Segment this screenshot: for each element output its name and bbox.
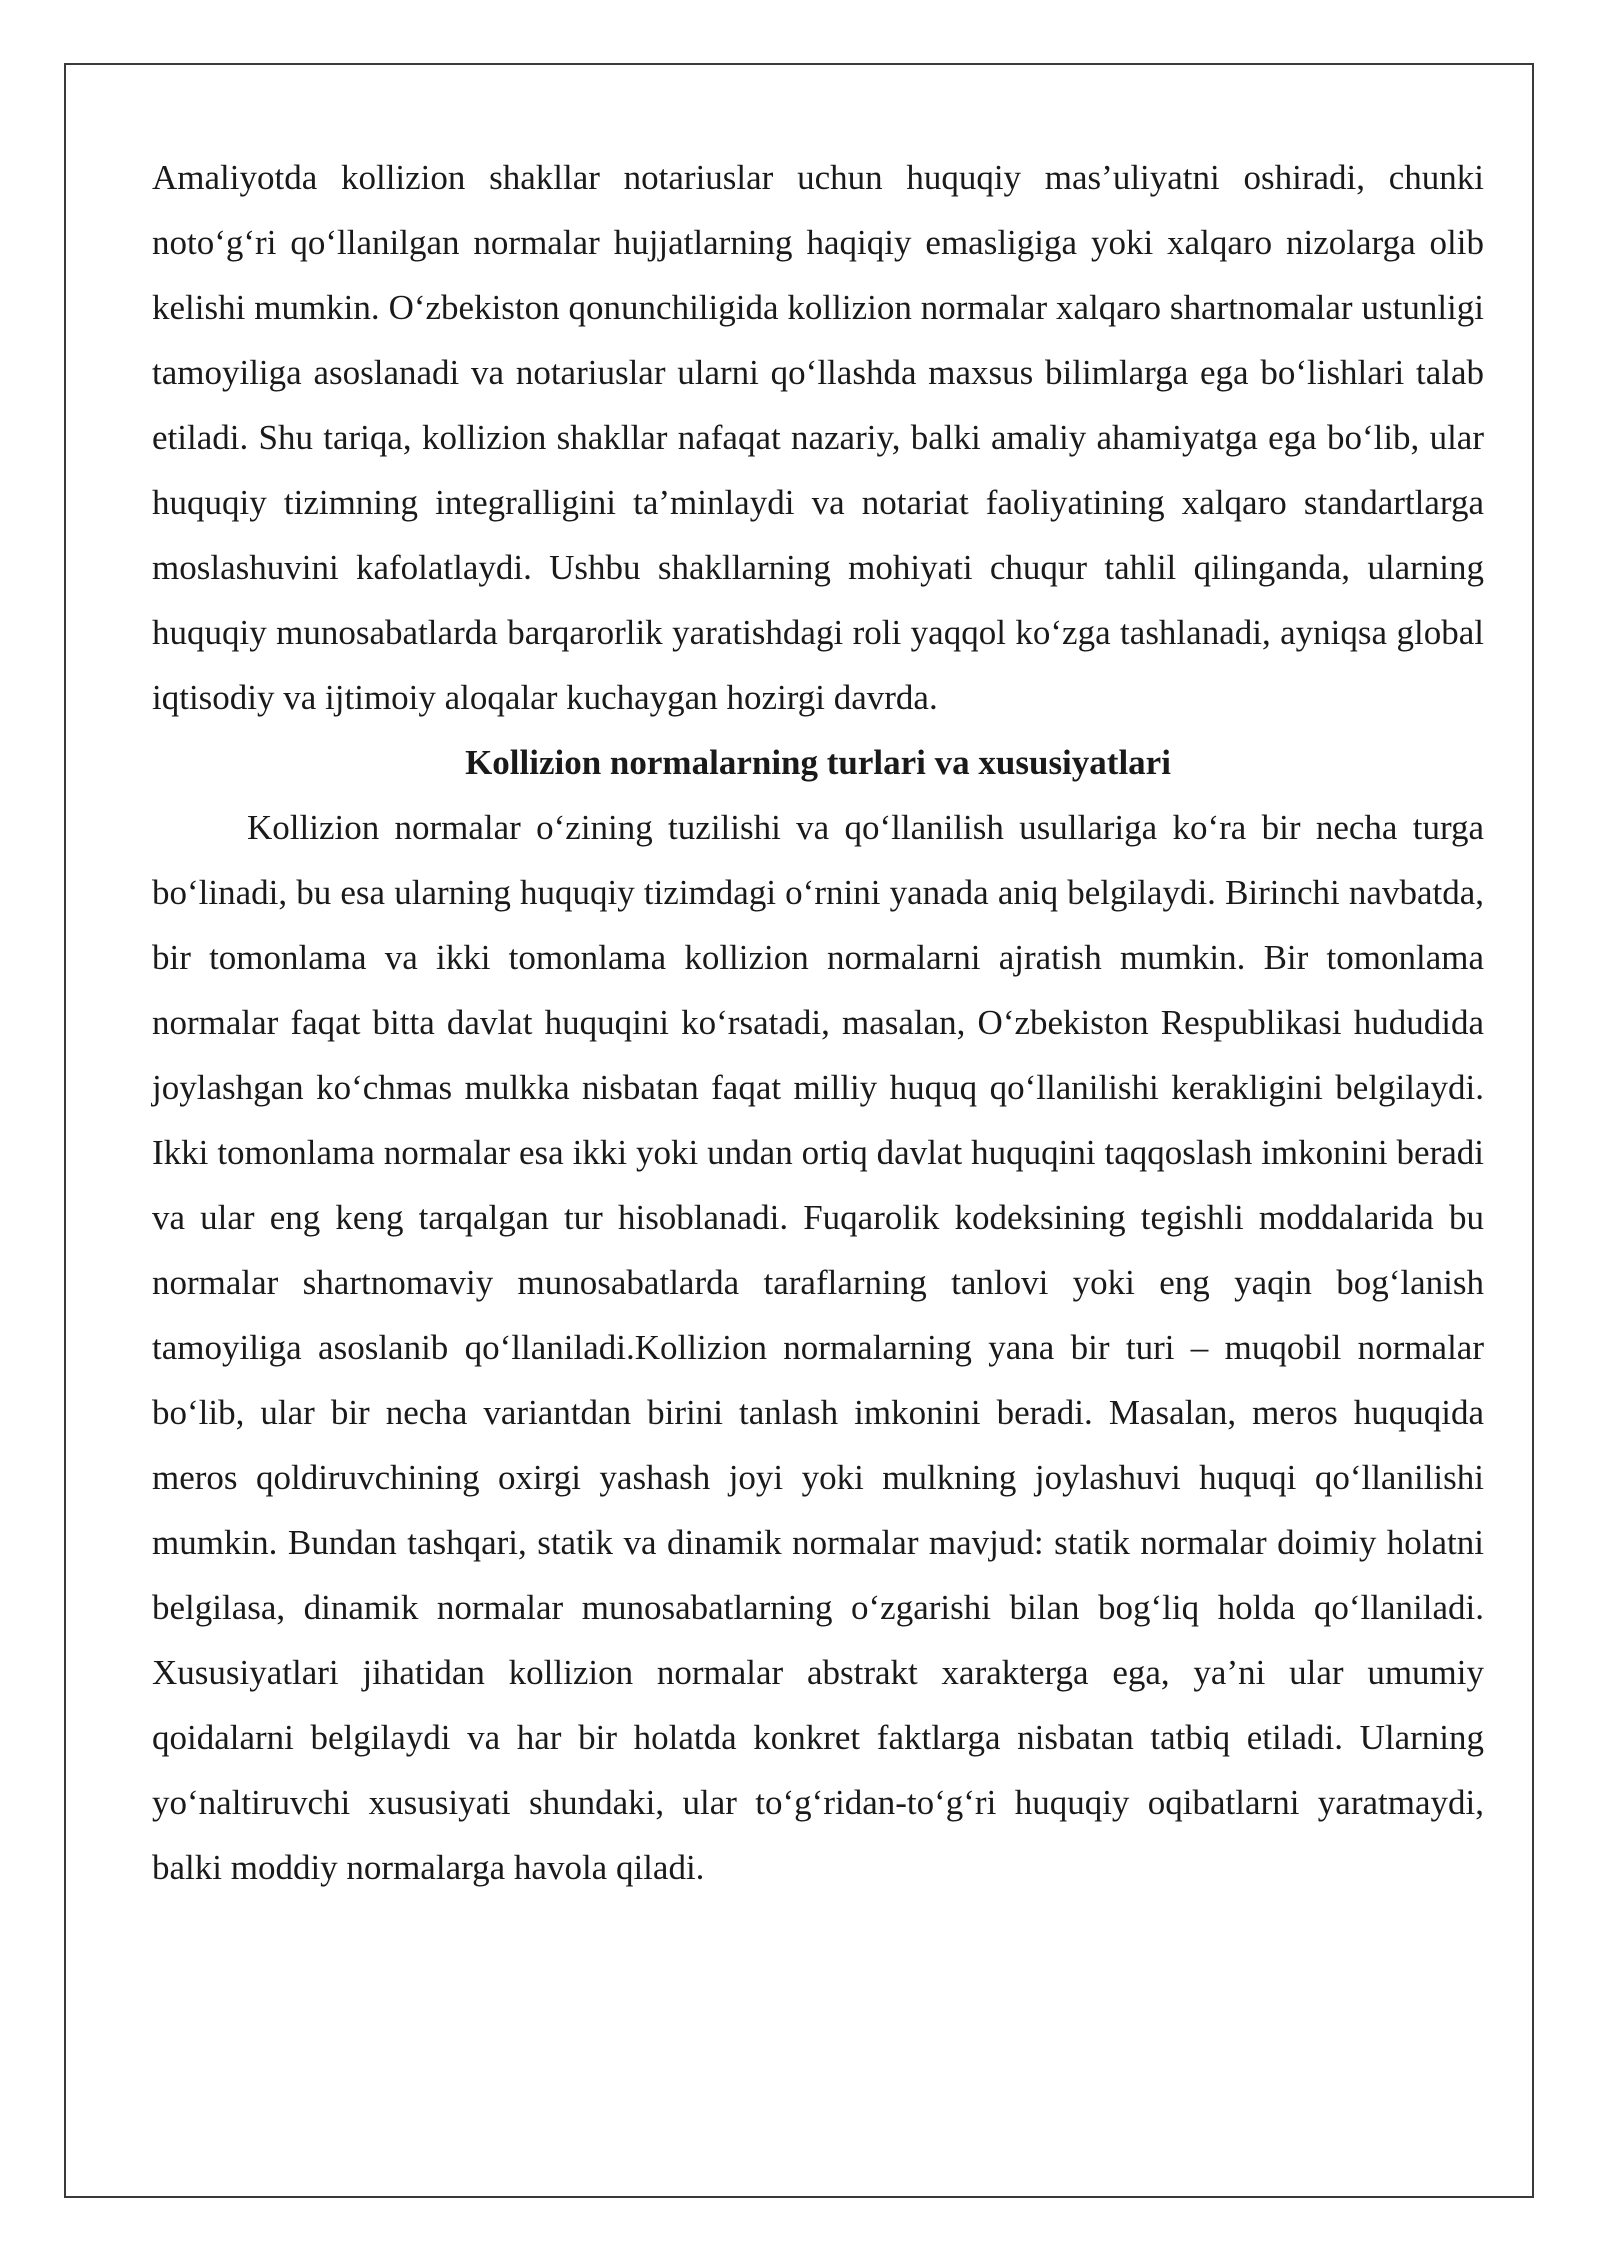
document-body [152,145,1484,1900]
paragraph-types: Kollizion normalar o‘zining tuzilishi va qo‘llanilish usullariga ko‘ra bir necha turga bo‘linadi, bu esa ularning huquqiy tizimdagi o‘rnini yanada aniq belgilaydi. Birinchi navbatda, bir tomonlama va ikki tomonlama kollizion normalarni ajratish mumkin. Bir tomonlama normalar faqat bitta davlat huquqini ko‘rsatadi, masalan, O‘zbekiston Respublikasi hududida joylashgan ko‘chmas mulkka nisbatan faqat milliy huquq qo‘llanilishi kerakligini belgilaydi. Ikki tomonlama normalar esa ikki yoki undan ortiq davlat huquqini taqqoslash imkonini beradi va ular eng keng tarqalgan tur hisoblanadi. Fuqarolik kodeksining tegishli moddalarida bu normalar shartnomaviy munosabatlarda taraflarning tanlovi yoki eng yaqin bog‘lanish tamoyiliga asoslanib qo‘llaniladi.Kollizion normalarning yana bir turi – muqobil normalar bo‘lib, ular bir necha variantdan birini tanlash imkonini beradi. Masalan, meros huquqida meros qoldiruvchining oxirgi yashash joyi yoki mulkning joylashuvi huquqi qo‘llanilishi mumkin. Bundan tashqari, statik va dinamik normalar mavjud: statik normalar doimiy holatni belgilasa, dinamik normalar munosabatlarning o‘zgarishi bilan bog‘liq holda qo‘llaniladi. Xususiyatlari jihatidan kollizion normalar abstrakt xarakterga ega, ya’ni ular umumiy qoidalarni belgilaydi va har bir holatda konkret faktlarga nisbatan tatbiq etiladi. Ularning yo‘naltiruvchi xususiyati shundaki, ular to‘g‘ridan-to‘g‘ri huquqiy oqibatlarni yaratmaydi, balki moddiy normalarga havola qiladi. [152,808,1484,1887]
section-heading: Kollizion normalarning turlari va xususiyatlari [465,743,1171,782]
paragraph-intro: Amaliyotda kollizion shakllar notariuslar uchun huquqiy mas’uliyatni oshiradi, chunki noto‘g‘ri qo‘llanilgan normalar hujjatlarning haqiqiy emasligiga yoki xalqaro nizolarga olib kelishi mumkin. O‘zbekiston qonunchiligida kollizion normalar xalqaro shartnomalar ustunligi tamoyiliga asoslanadi va notariuslar ularni qo‘llashda maxsus bilimlarga ega bo‘lishlari talab etiladi. Shu tariqa, kollizion shakllar nafaqat nazariy, balki amaliy ahamiyatga ega bo‘lib, ular huquqiy tizimning integralligini ta’minlaydi va notariat faoliyatining xalqaro standartlarga moslashuvini kafolatlaydi. Ushbu shakllarning mohiyati chuqur tahlil qilinganda, ularning huquqiy munosabatlarda barqarorlik yaratishdagi roli yaqqol ko‘zga tashlanadi, ayniqsa global iqtisodiy va ijtimoiy aloqalar kuchaygan hozirgi davrda. [152,158,1484,717]
